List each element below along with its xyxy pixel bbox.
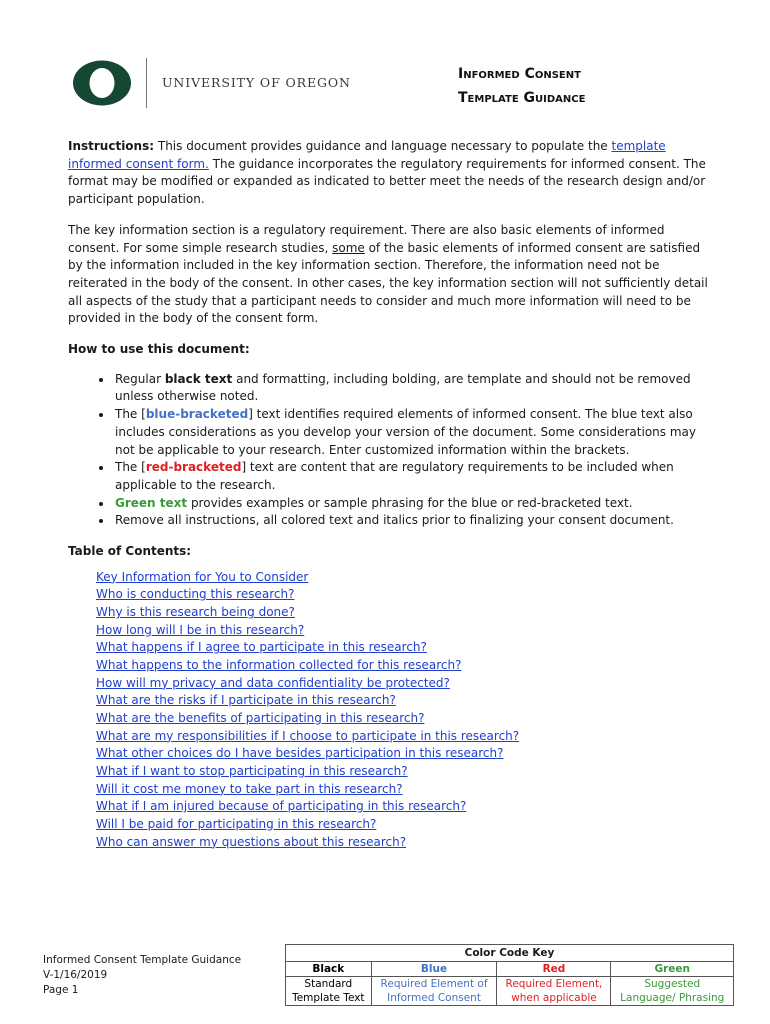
list-item — [113, 406, 708, 459]
key-green-description — [611, 977, 734, 1006]
toc-link[interactable]: Key Information for You to Consider — [96, 569, 309, 584]
toc-link[interactable]: How long will I be in this research? — [96, 622, 305, 637]
key-information-paragraph — [68, 222, 708, 328]
bullet-text: Regular — [115, 371, 165, 386]
key-desc-line: Template Text — [292, 992, 365, 1004]
toc-link[interactable]: What happens if I agree to participate in this research? — [96, 640, 427, 655]
key-red-description — [497, 977, 611, 1006]
how-to-heading: How to use this document: — [68, 342, 250, 357]
toc-link[interactable]: What if I want to stop participating in this research? — [96, 763, 408, 778]
toc-link[interactable]: What are the risks if I participate in this research? — [96, 693, 396, 708]
key-desc-line: Informed Consent — [387, 992, 481, 1004]
logo-divider — [146, 58, 147, 108]
key-blue-label: Blue — [371, 962, 497, 977]
bullet-text: The [ — [115, 460, 146, 475]
template-consent-form-link[interactable]: template informed consent form. — [68, 139, 666, 171]
toc-link[interactable]: What are the benefits of participating in this research? — [96, 711, 425, 726]
key-info-text-1: The key information section is a regulatory requirement. There are also basic elements of informed consent. For some simple research studies, — [68, 222, 665, 255]
blue-sample: blue-bracketed — [145, 407, 249, 422]
toc-link[interactable]: What if I am injured because of participating in this research? — [96, 799, 467, 814]
red-sample: red-bracketed — [145, 460, 242, 475]
toc-link[interactable]: Will I be paid for participating in this research? — [96, 816, 377, 831]
bullet-text: ] text are content that are regulatory requirements to be included when applicable to the research. — [115, 460, 674, 492]
bullet-text: The [ — [115, 407, 146, 422]
document-body — [68, 138, 708, 851]
key-desc-line: Required Element of — [380, 978, 488, 990]
list-item — [113, 371, 708, 406]
key-desc-line: Required Element, — [505, 978, 603, 990]
green-sample: Green text — [115, 495, 188, 510]
how-to-list — [68, 371, 708, 530]
key-desc-line: Language/ Phrasing — [620, 992, 725, 1004]
toc-link[interactable]: How will my privacy and data confidentiality be protected? — [96, 675, 450, 690]
key-black-label: Black — [286, 962, 372, 977]
instructions-text-1: This document provides guidance and language necessary to populate the — [154, 139, 612, 153]
toc-link[interactable]: Why is this research being done? — [96, 605, 295, 620]
bullet-text: provides examples or sample phrasing for the blue or red-bracketed text. — [187, 495, 633, 510]
bullet-text: Remove all instructions, all colored text and italics prior to finalizing your consent document. — [115, 513, 674, 528]
instructions-paragraph — [68, 138, 708, 209]
footer-title: Informed Consent Template Guidance — [43, 954, 242, 966]
university-name: UNIVERSITY OF OREGON — [162, 75, 351, 90]
key-black-description — [286, 977, 372, 1006]
instructions-label: Instructions: — [68, 139, 155, 153]
toc-link[interactable]: What are my responsibilities if I choose to participate in this research? — [96, 728, 520, 743]
o-logo — [72, 60, 132, 110]
toc-link[interactable]: Who is conducting this research? — [96, 587, 295, 602]
toc-heading: Table of Contents: — [68, 544, 192, 559]
toc-link[interactable]: What happens to the information collected for this research? — [96, 658, 462, 673]
toc-link[interactable]: What other choices do I have besides participation in this research? — [96, 746, 504, 761]
toc-link[interactable]: Will it cost me money to take part in this research? — [96, 781, 403, 796]
key-info-some: some — [332, 240, 365, 255]
list-item — [113, 495, 708, 513]
key-desc-line: Suggested — [644, 978, 701, 990]
key-info-text-2: of the basic elements of informed consent are satisfied by the information included in the key information section. Therefore, the information need not be reiterated in the body of the consent. In other cases, the key information section will not sufficiently detail all aspects of the study that a participant needs to consider and much more information will need to be provided in the body of the consent form. — [68, 240, 708, 326]
bullet-text: ] text identifies required elements of informed consent. The blue text also includes considerations as you develop your version of the document. Some considerations may not be applicable to your research. Enter customized information within the brackets. — [115, 407, 696, 457]
footer-page-number: Page 1 — [43, 983, 79, 996]
key-red-label: Red — [497, 962, 611, 977]
key-blue-description — [371, 977, 497, 1006]
key-desc-line: when applicable — [511, 992, 597, 1004]
key-green-label: Green — [611, 962, 734, 977]
bullet-bold: black text — [164, 371, 233, 386]
list-item — [113, 459, 708, 494]
color-key-title: Color Code Key — [286, 945, 734, 962]
document-title — [458, 62, 585, 110]
color-code-key — [285, 944, 734, 1006]
page-footer — [43, 953, 241, 997]
instructions-text-2: The guidance incorporates the regulatory requirements for informed consent. The format may be modified or expanded as indicated to better meet the needs of the research design and/or participant population. — [68, 156, 706, 207]
title-line-1: Informed Consent — [458, 66, 581, 82]
title-line-2: Template Guidance — [458, 90, 586, 106]
toc-link[interactable]: Who can answer my questions about this research? — [96, 834, 407, 849]
table-of-contents — [96, 569, 708, 852]
bullet-text: and formatting, including bolding, are template and should not be removed unless otherwise noted. — [115, 371, 691, 404]
key-desc-line: Standard — [304, 978, 353, 990]
list-item — [113, 512, 708, 530]
footer-version: V-1/16/2019 — [43, 968, 108, 981]
